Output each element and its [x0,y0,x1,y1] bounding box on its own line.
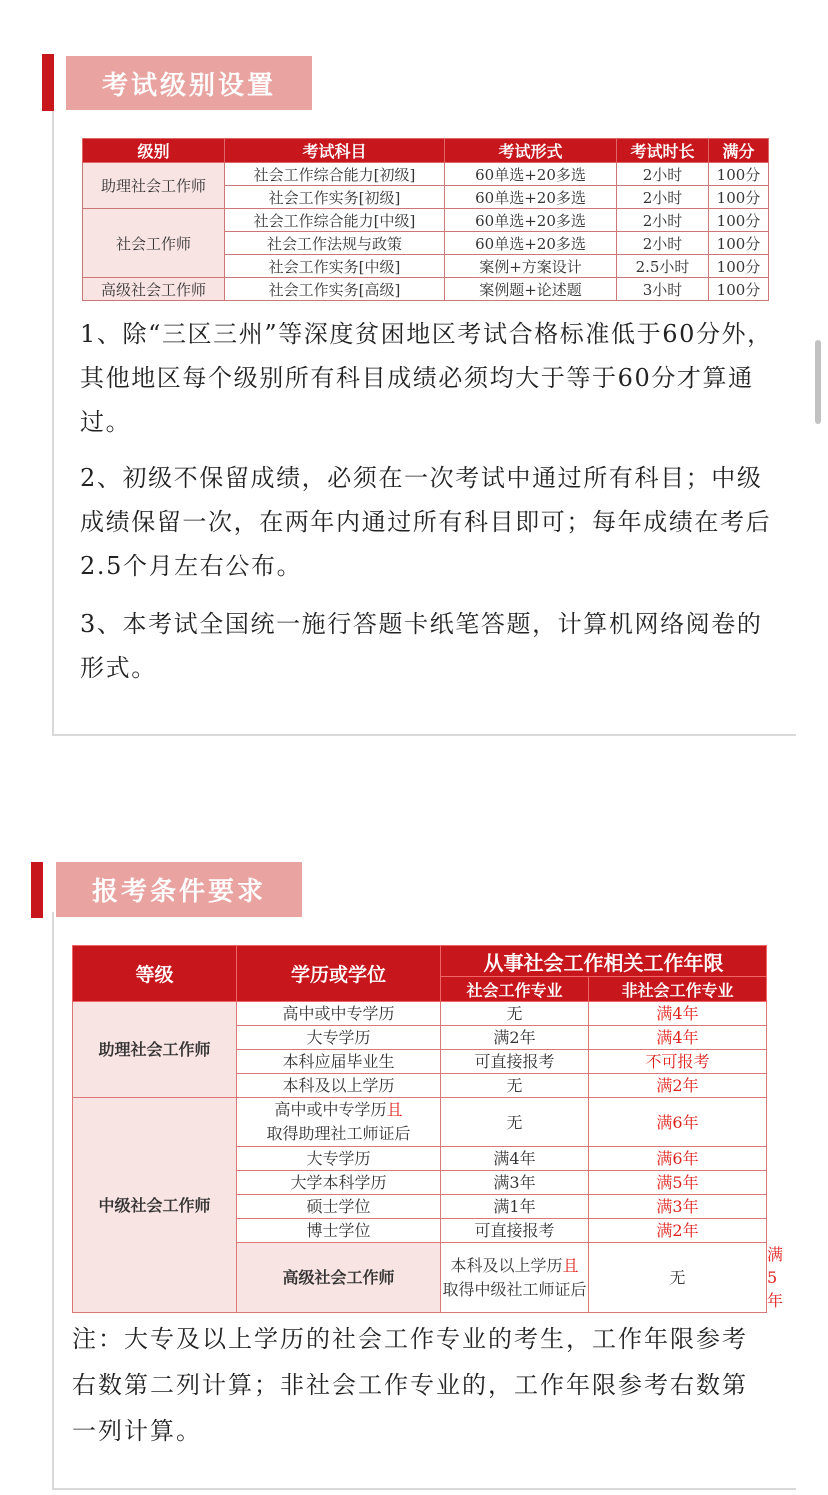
section-title-exam-levels: 考试级别设置 [66,56,312,110]
scrollbar-thumb[interactable] [815,340,821,424]
table-row: 高级社会工作师 本科及以上学历且 取得中级社工师证后 无 满5年 [73,1243,767,1313]
table-row [73,1098,767,1147]
nonmajor-years-cell: 满2年 [589,1074,767,1098]
rule-paragraph-2: 2、初级不保留成绩，必须在一次考试中通过所有科目；中级成绩保留一次，在两年内通过所有科目即可；每年成绩在考后2.5个月左右公布。 [80,464,772,580]
format-cell: 60单选+20多选 [445,232,617,255]
nonmajor-years-cell: 满6年 [589,1147,767,1171]
education-line: 本科及以上学历 [450,1255,563,1275]
major-years-cell: 可直接报考 [441,1219,589,1243]
major-years-cell: 可直接报考 [441,1050,589,1074]
nonmajor-years-cell: 不可报考 [589,1050,767,1074]
duration-cell: 3小时 [617,278,709,301]
header-major: 社会工作专业 [441,977,589,1002]
format-cell: 60单选+20多选 [445,209,617,232]
section-title-requirements: 报考条件要求 [56,862,302,917]
major-years-cell: 满1年 [441,1195,589,1219]
education-cell: 硕士学位 [237,1195,441,1219]
header-work-years: 从事社会工作相关工作年限 [441,946,767,977]
level-cell: 中级社会工作师 [73,1098,237,1313]
education-cell: 大学本科学历 [237,1171,441,1195]
format-cell: 60单选+20多选 [445,186,617,209]
duration-cell: 2.5小时 [617,255,709,278]
header-duration: 考试时长 [617,139,709,163]
nonmajor-years-cell: 满6年 [589,1098,767,1147]
major-years-cell: 无 [441,1098,589,1147]
table-row [83,278,769,301]
subject-cell: 社会工作综合能力[初级] [225,163,445,186]
major-years-cell: 满4年 [441,1147,589,1171]
major-years-cell: 无 [441,1002,589,1026]
duration-cell: 2小时 [617,186,709,209]
header-subject: 考试科目 [225,139,445,163]
format-cell: 60单选+20多选 [445,163,617,186]
subject-cell: 社会工作实务[初级] [225,186,445,209]
score-cell: 100分 [709,163,769,186]
education-cell [441,1243,589,1313]
level-cell: 高级社会工作师 [237,1243,441,1313]
requirements-table [72,945,784,1313]
score-cell: 100分 [709,255,769,278]
major-years-cell: 无 [441,1074,589,1098]
note-paragraph: 注：大专及以上学历的社会工作专业的考生，工作年限参考右数第二列计算；非社会工作专业的，工作年限参考右数第一列计算。 [72,1325,748,1445]
header-full-score: 满分 [709,139,769,163]
nonmajor-years-cell: 满5年 [589,1171,767,1195]
subject-cell: 社会工作实务[中级] [225,255,445,278]
education-cell: 高中或中专学历 [237,1002,441,1026]
exam-level-table [82,138,769,301]
level-cell: 高级社会工作师 [83,278,225,301]
header-level: 级别 [83,139,225,163]
education-cell: 本科应届毕业生 [237,1050,441,1074]
subject-cell: 社会工作实务[高级] [225,278,445,301]
and-mark: 且 [562,1255,579,1275]
education-cell: 大专学历 [237,1026,441,1050]
score-cell: 100分 [709,232,769,255]
major-years-cell: 满3年 [441,1171,589,1195]
table-header-row [83,139,769,163]
header-format: 考试形式 [445,139,617,163]
table-row [83,163,769,186]
education-cell: 大专学历 [237,1147,441,1171]
duration-cell: 2小时 [617,163,709,186]
score-cell: 100分 [709,186,769,209]
rule-paragraph-1: 1、除“三区三州”等深度贫困地区考试合格标准低于60分外，其他地区每个级别所有科目成绩必须均大于等于60分才算通过。 [80,320,773,436]
level-cell: 社会工作师 [83,209,225,278]
duration-cell: 2小时 [617,209,709,232]
major-years-cell: 满2年 [441,1026,589,1050]
table-row [73,1002,767,1026]
header-education: 学历或学位 [237,946,441,1002]
subject-cell: 社会工作综合能力[中级] [225,209,445,232]
header-level: 等级 [73,946,237,1002]
and-mark: 且 [386,1100,403,1119]
table-row [83,209,769,232]
education-line: 取得中级社工师证后 [442,1279,587,1299]
format-cell: 案例+方案设计 [445,255,617,278]
nonmajor-years-cell: 满4年 [589,1026,767,1050]
header-nonmajor: 非社会工作专业 [589,977,767,1002]
rule-paragraph-3: 3、本考试全国统一施行答题卡纸笔答题，计算机网络阅卷的形式。 [80,610,763,682]
nonmajor-years-cell: 满4年 [589,1002,767,1026]
nonmajor-years-cell: 满2年 [589,1219,767,1243]
education-cell: 博士学位 [237,1219,441,1243]
section-accent-bar [42,54,54,111]
level-cell: 助理社会工作师 [73,1002,237,1098]
subject-cell: 社会工作法规与政策 [225,232,445,255]
score-cell: 100分 [709,209,769,232]
education-cell [237,1098,441,1147]
major-years-cell: 无 [589,1243,767,1313]
education-cell: 本科及以上学历 [237,1074,441,1098]
level-cell: 助理社会工作师 [83,163,225,209]
section-accent-bar [31,862,43,918]
education-line: 取得助理社工师证后 [266,1124,411,1143]
format-cell: 案例题+论述题 [445,278,617,301]
score-cell: 100分 [709,278,769,301]
duration-cell: 2小时 [617,232,709,255]
education-line: 高中或中专学历 [274,1100,387,1119]
nonmajor-years-cell: 满3年 [589,1195,767,1219]
table-header-row [73,946,767,977]
